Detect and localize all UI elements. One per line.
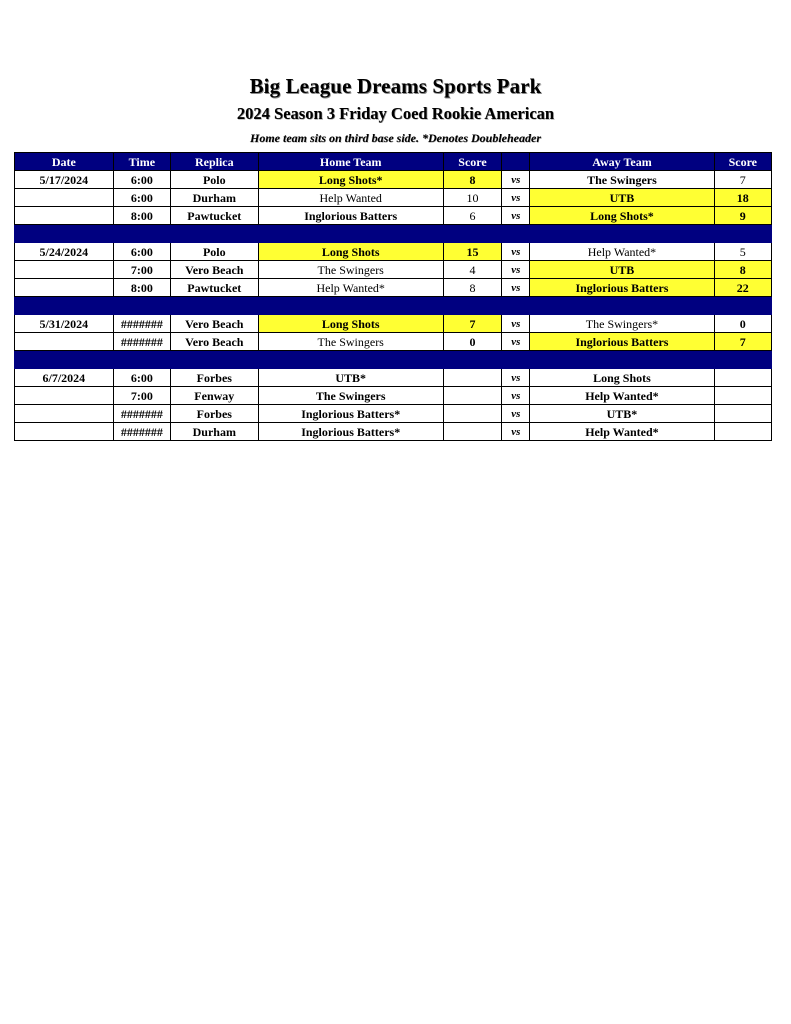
home-team: Inglorious Batters* — [258, 405, 443, 423]
game-replica: Durham — [171, 189, 259, 207]
home-score: 8 — [443, 279, 501, 297]
page-title: Big League Dreams Sports Park — [249, 74, 542, 98]
away-score — [714, 387, 771, 405]
home-score — [443, 423, 501, 441]
game-date — [15, 333, 114, 351]
home-team: The Swingers — [258, 333, 443, 351]
game-date: 6/7/2024 — [15, 369, 114, 387]
game-replica: Fenway — [171, 387, 259, 405]
game-date — [15, 423, 114, 441]
home-score: 4 — [443, 261, 501, 279]
table-row — [15, 315, 772, 333]
home-team: Help Wanted — [258, 189, 443, 207]
schedule-table — [14, 152, 772, 441]
page-subtitle: 2024 Season 3 Friday Coed Rookie American — [236, 104, 555, 123]
table-row — [15, 423, 772, 441]
game-date: 5/17/2024 — [15, 171, 114, 189]
home-score: 6 — [443, 207, 501, 225]
col-replica: Replica — [171, 153, 259, 171]
col-home-team: Home Team — [258, 153, 443, 171]
away-team: The Swingers* — [530, 315, 714, 333]
header-row — [15, 153, 772, 171]
col-date: Date — [15, 153, 114, 171]
away-score: 5 — [714, 243, 771, 261]
away-team: Long Shots — [530, 369, 714, 387]
game-time: 7:00 — [113, 261, 170, 279]
home-team: The Swingers — [258, 261, 443, 279]
vs-label: vs — [502, 171, 530, 189]
table-row — [15, 243, 772, 261]
vs-label: vs — [502, 333, 530, 351]
vs-label: vs — [502, 315, 530, 333]
home-team: Inglorious Batters* — [258, 423, 443, 441]
col-home-score: Score — [443, 153, 501, 171]
game-replica: Durham — [171, 423, 259, 441]
game-replica: Vero Beach — [171, 333, 259, 351]
away-score: 22 — [714, 279, 771, 297]
table-row — [15, 369, 772, 387]
game-replica: Polo — [171, 243, 259, 261]
game-date — [15, 279, 114, 297]
table-row — [15, 189, 772, 207]
home-score: 0 — [443, 333, 501, 351]
game-replica: Pawtucket — [171, 207, 259, 225]
away-team: UTB* — [530, 405, 714, 423]
home-team: Inglorious Batters — [258, 207, 443, 225]
table-row — [15, 171, 772, 189]
away-score — [714, 369, 771, 387]
table-row — [15, 261, 772, 279]
home-score — [443, 387, 501, 405]
game-time: 6:00 — [113, 243, 170, 261]
table-row — [15, 333, 772, 351]
table-row — [15, 279, 772, 297]
home-score: 7 — [443, 315, 501, 333]
home-score: 15 — [443, 243, 501, 261]
away-team: Help Wanted* — [530, 423, 714, 441]
game-date — [15, 387, 114, 405]
vs-label: vs — [502, 189, 530, 207]
vs-label: vs — [502, 261, 530, 279]
game-time: ####### — [113, 423, 170, 441]
col-vs — [502, 153, 530, 171]
game-replica: Vero Beach — [171, 261, 259, 279]
away-team: Long Shots* — [530, 207, 714, 225]
vs-label: vs — [502, 207, 530, 225]
away-score: 18 — [714, 189, 771, 207]
game-time: 8:00 — [113, 207, 170, 225]
game-replica: Polo — [171, 171, 259, 189]
away-team: Help Wanted* — [530, 243, 714, 261]
away-team: Help Wanted* — [530, 387, 714, 405]
game-date — [15, 207, 114, 225]
away-score: 7 — [714, 333, 771, 351]
week-separator — [15, 297, 772, 315]
game-time: ####### — [113, 333, 170, 351]
game-replica: Forbes — [171, 405, 259, 423]
home-team: UTB* — [258, 369, 443, 387]
game-time: ####### — [113, 315, 170, 333]
home-team: Long Shots* — [258, 171, 443, 189]
table-row — [15, 387, 772, 405]
vs-label: vs — [502, 405, 530, 423]
vs-label: vs — [502, 369, 530, 387]
game-replica: Vero Beach — [171, 315, 259, 333]
home-score — [443, 405, 501, 423]
away-team: UTB — [530, 261, 714, 279]
away-score: 9 — [714, 207, 771, 225]
home-team: Long Shots — [258, 315, 443, 333]
away-team: Inglorious Batters — [530, 279, 714, 297]
vs-label: vs — [502, 387, 530, 405]
away-team: The Swingers — [530, 171, 714, 189]
away-score — [714, 423, 771, 441]
game-date — [15, 189, 114, 207]
away-team: Inglorious Batters — [530, 333, 714, 351]
home-team: The Swingers — [258, 387, 443, 405]
away-score: 7 — [714, 171, 771, 189]
home-score: 10 — [443, 189, 501, 207]
col-away-score: Score — [714, 153, 771, 171]
game-time: 7:00 — [113, 387, 170, 405]
game-time: 6:00 — [113, 189, 170, 207]
away-score — [714, 405, 771, 423]
home-team: Help Wanted* — [258, 279, 443, 297]
game-replica: Forbes — [171, 369, 259, 387]
game-time: 6:00 — [113, 171, 170, 189]
home-score: 8 — [443, 171, 501, 189]
away-score: 8 — [714, 261, 771, 279]
game-time: 6:00 — [113, 369, 170, 387]
home-score — [443, 369, 501, 387]
game-date — [15, 261, 114, 279]
col-time: Time — [113, 153, 170, 171]
table-row — [15, 405, 772, 423]
vs-label: vs — [502, 423, 530, 441]
game-replica: Pawtucket — [171, 279, 259, 297]
away-score: 0 — [714, 315, 771, 333]
vs-label: vs — [502, 243, 530, 261]
page-note: Home team sits on third base side. *Denotes Doubleheader — [250, 131, 541, 145]
away-team: UTB — [530, 189, 714, 207]
vs-label: vs — [502, 279, 530, 297]
game-date: 5/31/2024 — [15, 315, 114, 333]
game-date — [15, 405, 114, 423]
col-away-team: Away Team — [530, 153, 714, 171]
table-row — [15, 207, 772, 225]
game-date: 5/24/2024 — [15, 243, 114, 261]
week-separator — [15, 225, 772, 243]
game-time: 8:00 — [113, 279, 170, 297]
home-team: Long Shots — [258, 243, 443, 261]
game-time: ####### — [113, 405, 170, 423]
week-separator — [15, 351, 772, 369]
